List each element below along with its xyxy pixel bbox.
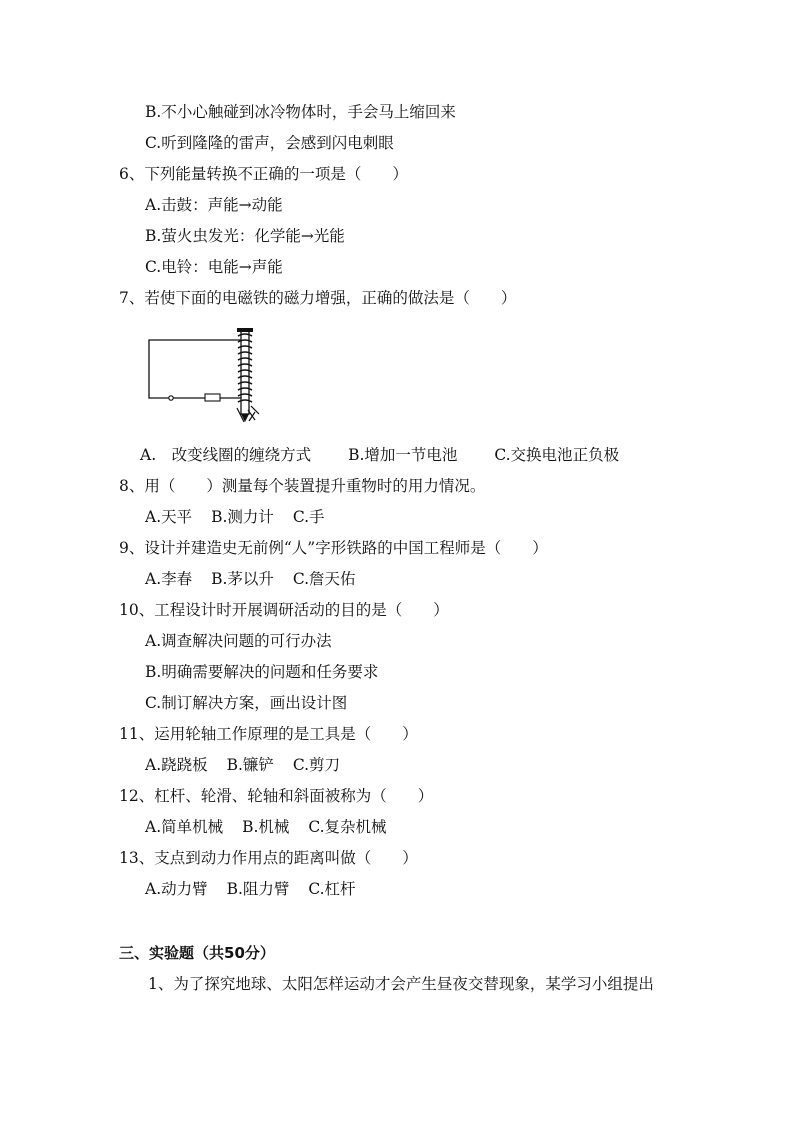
q13-option-b: B.阻力臂 bbox=[226, 880, 290, 898]
q13-options-row bbox=[145, 879, 356, 899]
q7-option-a: A. 改变线圈的缠绕方式 bbox=[140, 446, 312, 464]
q11-option-b: B.镰铲 bbox=[226, 756, 274, 774]
q11-option-a: A.跷跷板 bbox=[145, 756, 208, 774]
q10-option-a: A.调查解决问题的可行办法 bbox=[145, 632, 332, 650]
electromagnet-circuit-diagram bbox=[145, 326, 275, 424]
q8-option-a: A.天平 bbox=[145, 508, 193, 526]
q9-stem: 9、设计并建造史无前例“人”字形铁路的中国工程师是（ ） bbox=[119, 539, 548, 557]
q6-option-c: C.电铃：电能→声能 bbox=[145, 258, 283, 276]
section-3-q1-text: 1、为了探究地球、太阳怎样运动才会产生昼夜交替现象，某学习小组提出 bbox=[148, 975, 654, 993]
q11-stem: 11、运用轮轴工作原理的是工具是（ ） bbox=[119, 725, 418, 743]
switch-icon bbox=[169, 396, 173, 400]
q12-option-c: C.复杂机械 bbox=[308, 818, 387, 836]
q9-option-b: B.茅以升 bbox=[211, 570, 274, 588]
q9-options-row bbox=[145, 569, 356, 589]
q7-options-row bbox=[140, 445, 619, 465]
q9-option-c: C.詹天佑 bbox=[292, 570, 356, 588]
q13-option-c: C.杠杆 bbox=[308, 880, 356, 898]
battery-icon bbox=[205, 394, 220, 401]
q9-option-a: A.李春 bbox=[145, 570, 193, 588]
nail-head bbox=[237, 328, 253, 332]
q10-stem: 10、工程设计时开展调研活动的目的是（ ） bbox=[119, 601, 449, 619]
q8-option-b: B.测力计 bbox=[211, 508, 274, 526]
q6-option-a: A.击鼓：声能→动能 bbox=[145, 196, 283, 214]
q7-option-b: B.增加一节电池 bbox=[348, 446, 458, 464]
iron-nail-core bbox=[241, 330, 249, 414]
q12-option-a: A.简单机械 bbox=[145, 818, 224, 836]
q5-option-c: C.听到隆隆的雷声，会感到闪电刺眼 bbox=[145, 134, 394, 152]
section-3-heading: 三、实验题（共50分） bbox=[119, 944, 275, 962]
q11-options-row bbox=[145, 755, 340, 775]
circuit-wire bbox=[149, 340, 242, 398]
q11-option-c: C.剪刀 bbox=[292, 756, 341, 774]
q5-option-b: B.不小心触碰到冰冷物体时，手会马上缩回来 bbox=[145, 103, 456, 121]
q6-option-b: B.萤火虫发光：化学能→光能 bbox=[145, 227, 345, 245]
q12-stem: 12、杠杆、轮滑、轮轴和斜面被称为（ ） bbox=[119, 787, 434, 805]
q13-stem: 13、支点到动力作用点的距离叫做（ ） bbox=[119, 849, 418, 867]
q12-options-row bbox=[145, 817, 387, 837]
q13-option-a: A.动力臂 bbox=[145, 880, 208, 898]
q7-stem: 7、若使下面的电磁铁的磁力增强，正确的做法是（ ） bbox=[119, 289, 517, 307]
q6-stem: 6、下列能量转换不正确的一项是（ ） bbox=[119, 165, 408, 183]
q10-option-c: C.制订解决方案，画出设计图 bbox=[145, 694, 348, 712]
q7-option-c: C.交换电池正负极 bbox=[494, 446, 620, 464]
q10-option-b: B.明确需要解决的问题和任务要求 bbox=[145, 663, 379, 681]
q8-stem: 8、用（ ）测量每个装置提升重物时的用力情况。 bbox=[119, 477, 486, 495]
q8-options-row bbox=[145, 507, 325, 527]
q8-option-c: C.手 bbox=[292, 508, 325, 526]
q12-option-b: B.机械 bbox=[242, 818, 290, 836]
